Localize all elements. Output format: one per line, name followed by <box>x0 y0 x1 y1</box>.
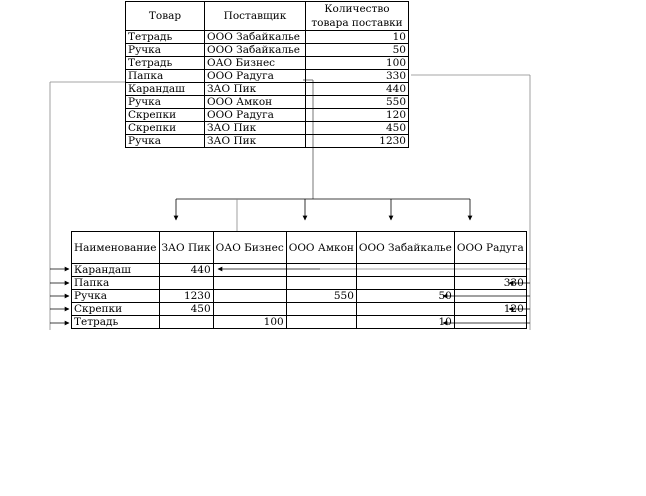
cell-quantity: 440 <box>306 83 409 96</box>
pivot-table <box>71 231 527 329</box>
table-row <box>126 122 409 135</box>
cell-name: Карандаш <box>72 264 160 277</box>
header-ooo-raduga: ООО Радуга <box>454 232 526 264</box>
cell-value: 1230 <box>159 290 213 303</box>
cell-value <box>286 316 356 329</box>
table-row <box>126 57 409 70</box>
cell-value <box>454 264 526 277</box>
cell-product: Скрепки <box>126 109 205 122</box>
table-row <box>72 316 527 329</box>
cell-value: 120 <box>454 303 526 316</box>
table-row <box>72 277 527 290</box>
cell-value <box>159 277 213 290</box>
cell-product: Ручка <box>126 44 205 57</box>
cell-supplier: ООО Радуга <box>205 109 306 122</box>
header-ooo-amkon: ООО Амкон <box>286 232 356 264</box>
cell-value: 50 <box>356 290 454 303</box>
header-oao-biznes: ОАО Бизнес <box>213 232 286 264</box>
cell-quantity: 100 <box>306 57 409 70</box>
cell-quantity: 450 <box>306 122 409 135</box>
cell-name: Тетрадь <box>72 316 160 329</box>
cell-product: Карандаш <box>126 83 205 96</box>
cell-value <box>286 303 356 316</box>
cell-value <box>454 290 526 303</box>
cell-supplier: ООО Забайкалье <box>205 31 306 44</box>
cell-supplier: ООО Радуга <box>205 70 306 83</box>
cell-value <box>286 277 356 290</box>
cell-quantity: 50 <box>306 44 409 57</box>
cell-value <box>286 264 356 277</box>
cell-product: Тетрадь <box>126 31 205 44</box>
cell-supplier: ООО Амкон <box>205 96 306 109</box>
cell-supplier: ОАО Бизнес <box>205 57 306 70</box>
header-postavshchik: Поставщик <box>205 2 306 31</box>
pivot-header-row <box>72 232 527 264</box>
header-zao-pik: ЗАО Пик <box>159 232 213 264</box>
cell-product: Ручка <box>126 135 205 148</box>
cell-value <box>159 316 213 329</box>
cell-name: Ручка <box>72 290 160 303</box>
cell-quantity: 1230 <box>306 135 409 148</box>
cell-value <box>356 277 454 290</box>
cell-value: 100 <box>213 316 286 329</box>
header-kolichestvo: Количество товара поставки <box>306 2 409 31</box>
cell-quantity: 10 <box>306 31 409 44</box>
cell-supplier: ЗАО Пик <box>205 83 306 96</box>
table-row <box>126 70 409 83</box>
table-row <box>72 290 527 303</box>
cell-name: Скрепки <box>72 303 160 316</box>
cell-value <box>213 277 286 290</box>
cell-value <box>213 303 286 316</box>
table-row <box>126 31 409 44</box>
cell-value: 450 <box>159 303 213 316</box>
cell-supplier: ООО Забайкалье <box>205 44 306 57</box>
cell-value: 330 <box>454 277 526 290</box>
cell-quantity: 330 <box>306 70 409 83</box>
cell-value <box>213 290 286 303</box>
header-naimenovanie: Наименование <box>72 232 160 264</box>
table-row <box>126 83 409 96</box>
table-row <box>126 44 409 57</box>
cell-value: 550 <box>286 290 356 303</box>
cell-value: 440 <box>159 264 213 277</box>
cell-value <box>213 264 286 277</box>
cell-quantity: 120 <box>306 109 409 122</box>
cell-value <box>454 316 526 329</box>
cell-product: Ручка <box>126 96 205 109</box>
cell-value: 10 <box>356 316 454 329</box>
cell-supplier: ЗАО Пик <box>205 122 306 135</box>
table-row <box>126 96 409 109</box>
cell-product: Папка <box>126 70 205 83</box>
table-row <box>126 109 409 122</box>
cell-value <box>356 264 454 277</box>
cell-quantity: 550 <box>306 96 409 109</box>
table-row <box>72 303 527 316</box>
cell-product: Скрепки <box>126 122 205 135</box>
cell-value <box>356 303 454 316</box>
table-row <box>126 135 409 148</box>
cell-product: Тетрадь <box>126 57 205 70</box>
source-header-row <box>126 2 409 31</box>
cell-name: Папка <box>72 277 160 290</box>
cell-supplier: ЗАО Пик <box>205 135 306 148</box>
source-table <box>125 1 409 148</box>
header-ooo-zabaikalye: ООО Забайкалье <box>356 232 454 264</box>
table-row <box>72 264 527 277</box>
header-tovar: Товар <box>126 2 205 31</box>
